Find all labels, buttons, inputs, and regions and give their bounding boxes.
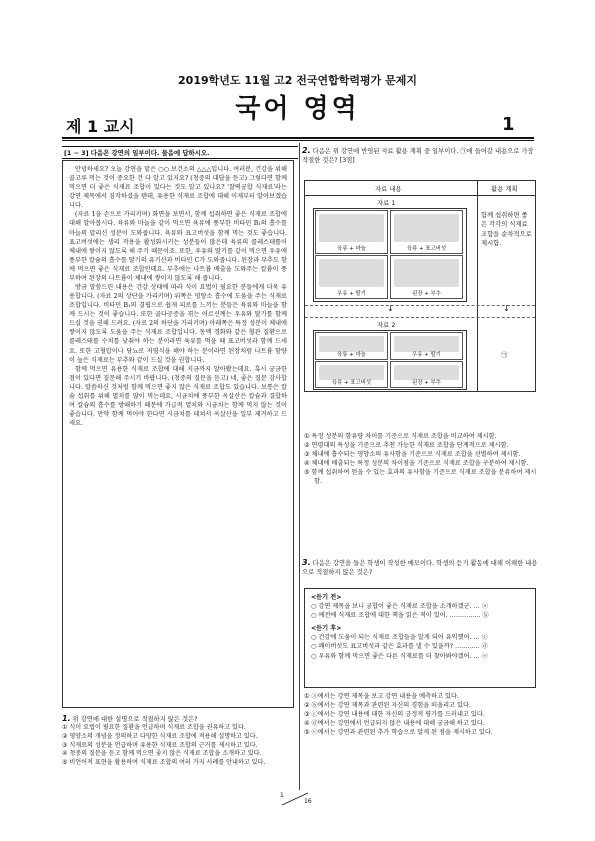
- option[interactable]: ③ 체내에 흡수되는 영양소의 유사함을 기준으로 식재료 조합을 선별하여 제시함.: [304, 451, 521, 458]
- memo-line: ○ 건강에 도움이 되는 식재료 조합들을 알게 되어 유익했어. … ⓒ: [311, 634, 488, 642]
- option[interactable]: ① 특정 성분의 함유량 차이를 기준으로 식재료 조합을 비교하여 제시함.: [304, 433, 497, 440]
- food-pair-caption: 우유 + 딸기: [412, 352, 441, 358]
- col-plan: 활용 계획: [491, 185, 518, 193]
- before-listening-title: <듣기 전>: [311, 594, 342, 601]
- question-number: 2.: [302, 146, 311, 155]
- column-divider: [299, 143, 300, 790]
- food-pair-cell: [315, 361, 388, 388]
- option[interactable]: ② ⓑ에서는 강연 제목과 관련된 자신의 경험을 떠올리고 있다.: [304, 702, 471, 710]
- option[interactable]: ② 영양소의 개념을 정의하고 다양한 식재료 조합에 적용해 설명하고 있다.: [62, 732, 258, 740]
- question-number: 3.: [302, 558, 311, 567]
- option[interactable]: ③ ⓒ에서는 강연 내용에 대한 자신의 긍정적 평가를 드러내고 있다.: [304, 711, 485, 719]
- question-stem: 위 강연에 대한 설명으로 적절하지 않은 것은?: [72, 716, 198, 723]
- page-current: 1: [280, 792, 284, 799]
- food-image: [394, 259, 459, 287]
- option[interactable]: ③ 식재료의 성분을 언급하며 유용한 식재료 조합의 근거를 제시하고 있다.: [62, 741, 258, 749]
- question-3-options: [304, 692, 538, 737]
- memo-line: ○ 우유와 함께 먹으면 좋은 다른 식재료를 더 찾아봐야겠어. … ⓔ: [311, 652, 488, 660]
- food-pair-cell: [390, 332, 463, 360]
- material-1-grid: [313, 208, 467, 302]
- food-image: [319, 214, 384, 242]
- page-total: 16: [304, 798, 312, 805]
- memo-box: [304, 588, 536, 688]
- question-number: 1.: [62, 714, 71, 723]
- food-pair-cell: [315, 255, 388, 299]
- food-pair-caption: 육류 + 마늘: [337, 246, 366, 252]
- question-3: [302, 558, 538, 577]
- food-pair-cell: [315, 332, 388, 360]
- material-1-label: 자료 1: [377, 199, 396, 207]
- material-2-label: 자료 2: [377, 321, 396, 329]
- option[interactable]: ④ 체내에 배출되는 특정 성분의 차이점을 기준으로 식재료 조합을 구분하여 제시함.: [304, 460, 529, 467]
- question-2-options: [304, 432, 538, 486]
- food-image: [394, 214, 459, 242]
- passage-paragraph: 함께 먹으면 유용한 식재료 조합에 대해 지금까지 알아봤는데요. 혹시 궁금한 점이 있다면 질문해 주시기 바랍니다. (청중의 질문을 듣고) 네, 좋은 질문 감사합니다. 말씀하신 것처럼 함께 먹으면 좋지 않은 식재료 조합도 있습니다. 보통은 칼슘 섭취를 위해 멸치를 많이 먹는데요, 시금치에 풍부한 옥살산은 칼슘과 결합하여 칼슘의 흡수를 방해하기 때문에 가급적 멸치와 시금치는 함께 먹지 않는 것이 좋습니다. 만약 함께 먹어야 한다면 시금치를 데쳐서 옥살산을 일부 제거하고 드세요.: [69, 365, 287, 428]
- food-pair-caption: 육류 + 표고버섯: [406, 246, 447, 252]
- exam-title: 2019학년도 11월 고2 전국연합학력평가 문제지: [178, 74, 417, 87]
- header-rule-thin: [62, 140, 534, 141]
- row-divider: [305, 305, 535, 306]
- memo-line: ○ 강연 제목을 보니 궁합이 좋은 식재료 조합을 소개하겠군. … ⓐ: [311, 603, 488, 611]
- plan-1: 함께 섭취하면 좋은 각각의 식재료 조합을 순차적으로 제시함.: [481, 212, 532, 247]
- question-1: [62, 714, 294, 724]
- passage-paragraph: 안녕하세요? 오늘 강연을 맡은 ○○ 보건소의 △△△입니다. 여러분, 건강을 위해 골고루 먹는 것이 중요한 건 다 알고 있지요? (청중의 대답을 듣고) 그렇다면 함께 먹으면 더 좋은 식재료 조합이 있다는 것도 알고 있나요? '찰떡궁합 식재료'라는 강연 제목에서 짐작하셨을 텐데, 유용한 식재료 조합에 대해 이제부터 알아보겠습니다.: [69, 166, 287, 210]
- food-pair-cell: [315, 210, 388, 254]
- row-divider: [305, 317, 535, 318]
- question-stem: 다음은 강연을 들은 학생이 작성한 메모이다. 학생의 듣기 활동에 대해 이해한 내용으로 적절하지 않은 것은?: [302, 560, 538, 576]
- food-pair-caption: 우유 + 딸기: [337, 291, 366, 297]
- food-pair-cell: [390, 361, 463, 388]
- table-header: [305, 181, 535, 196]
- option[interactable]: ④ ⓓ에서는 강연에서 언급되지 않은 내용에 대해 궁금해 하고 있다.: [304, 720, 485, 728]
- question-1-options: [62, 724, 294, 768]
- food-pair-caption: 육류 + 표고버섯: [331, 380, 372, 386]
- option[interactable]: ⑤ 함께 섭취하여 얻을 수 있는 효과의 유사함을 기준으로 식재료 조합을 분류하여 제시함.: [304, 469, 537, 485]
- question-2: [302, 146, 538, 165]
- arrow-down-icon: ↓: [387, 304, 394, 313]
- option[interactable]: ⑤ ⓔ에서는 강연과 관련된 추가 학습으로 알게 된 점을 제시하고 있다.: [304, 729, 493, 737]
- memo-line: ○ 쾌이버섯도 표고버섯과 같은 효과를 낼 수 있을까? ………… ⓓ: [311, 643, 488, 651]
- period-label: 제 1 교시: [66, 117, 135, 136]
- material-plan-table: [304, 180, 536, 392]
- memo-line: ○ 예전에 식재료 조합에 대한 책을 읽은 적이 있어. …………… ⓑ: [311, 612, 489, 620]
- header-rule: [62, 137, 534, 139]
- question-stem: 다음은 위 강연에 반영된 자료 활용 계획 중 일부이다. ㉠에 들어갈 내용으로 가장 적절한 것은? [3점]: [302, 148, 534, 164]
- arrow-down-icon: ↓: [503, 304, 510, 313]
- option[interactable]: ① 식이 요법이 필요한 질환을 언급하며 식재료 조합을 권유하고 있다.: [62, 724, 246, 731]
- plan-2-blank: ㉠: [501, 352, 508, 359]
- page-number-large: 1: [502, 114, 515, 135]
- table-separator: [477, 181, 478, 391]
- material-2-grid: [313, 330, 467, 390]
- subject-title: 국어 영역: [235, 94, 360, 124]
- food-pair-caption: 된장 + 부추: [412, 380, 441, 386]
- passage-paragraph: 방금 말씀드린 내용은 건강 상태에 따라 식이 요법이 필요한 분들에게 더욱 유용합니다. (자료 2의 상단을 가리키며) 위쪽은 영양소 흡수에 도움을 주는 식재료 조합입니다. 비타민 B₁의 결핍으로 쉽게 피로를 느끼는 분들은 육류와 마늘을 함께 드시는 것이 좋습니다. 또한 골다공증을 겪는 어르신께는 우유와 딸기를 함께 드실 것을 권해 드려요. (자료 2의 하단을 가리키며) 아래쪽은 특정 성분이 체내에 쌓이지 않도록 도움을 주는 식재료 조합입니다. 동맥 경화와 같은 혈관 질환으로 콜레스테롤 수치를 낮춰야 하는 분이라면 육류를 먹을 때 표고버섯과 함께 드세요. 또한 고혈압이나 당뇨로 저염식을 해야 하는 분이라면 된장처럼 나트륨 함량이 높은 식재료는 부추와 같이 드실 것을 권합니다.: [69, 284, 287, 364]
- passage-heading: [1 ~ 3] 다음은 강연의 일부이다. 물음에 답하시오.: [62, 146, 298, 159]
- option[interactable]: ④ 청중의 질문을 듣고 함께 먹으면 좋지 않은 식재료 조합을 소개하고 있다.: [62, 750, 262, 758]
- food-pair-cell: [390, 255, 463, 299]
- option[interactable]: ② 연령대의 특성을 기준으로 추천 가능한 식재료 조합을 단계적으로 제시함.: [304, 442, 509, 449]
- food-image: [319, 259, 384, 287]
- passage-paragraph: (자료 1을 손으로 가리키며) 화면을 보면서, 함께 섭취하면 좋은 식재료 조합에 대해 알아봅시다. 육류와 마늘을 같이 먹으면 육류에 풍부한 비타민 B₁의 흡수를 마늘의 알리신 성분이 도와줍니다. 육류와 표고버섯을 함께 먹는 것도 좋습니다. 표고버섯에는 생리 작용을 활성화시키는 성분들이 많은데 육류의 콜레스테롤이 체내에 쌓이지 않도록 해 주기 때문이죠. 또한, 우유와 딸기를 같이 먹으면 우유에 풍부한 칼슘의 흡수를 딸기의 유기산과 비타민 C가 도와줍니다. 된장과 부추도 함께 먹으면 좋은 식재료 조합인데요. 부추에는 나트륨 배출을 도와주는 칼륨이 풍부하여 된장의 나트륨이 체내에 쌓이지 않도록 해 줍니다.: [69, 211, 287, 282]
- food-pair-cell: [390, 210, 463, 254]
- page-indicator: [278, 792, 318, 806]
- col-material: 자료 내용: [375, 185, 402, 193]
- page-slash-icon: [278, 792, 318, 806]
- passage-box: [62, 160, 294, 708]
- after-listening-title: <듣기 후>: [311, 625, 342, 633]
- food-pair-caption: 육류 + 마늘: [337, 352, 366, 358]
- option[interactable]: ⑤ 비언어적 표현을 활용하여 식재료 조합의 여러 가지 사례를 안내하고 있다.: [62, 759, 266, 767]
- option[interactable]: ① ⓐ에서는 강연 제목을 보고 강연 내용을 예측하고 있다.: [304, 693, 459, 700]
- food-pair-caption: 된장 + 부추: [412, 291, 441, 297]
